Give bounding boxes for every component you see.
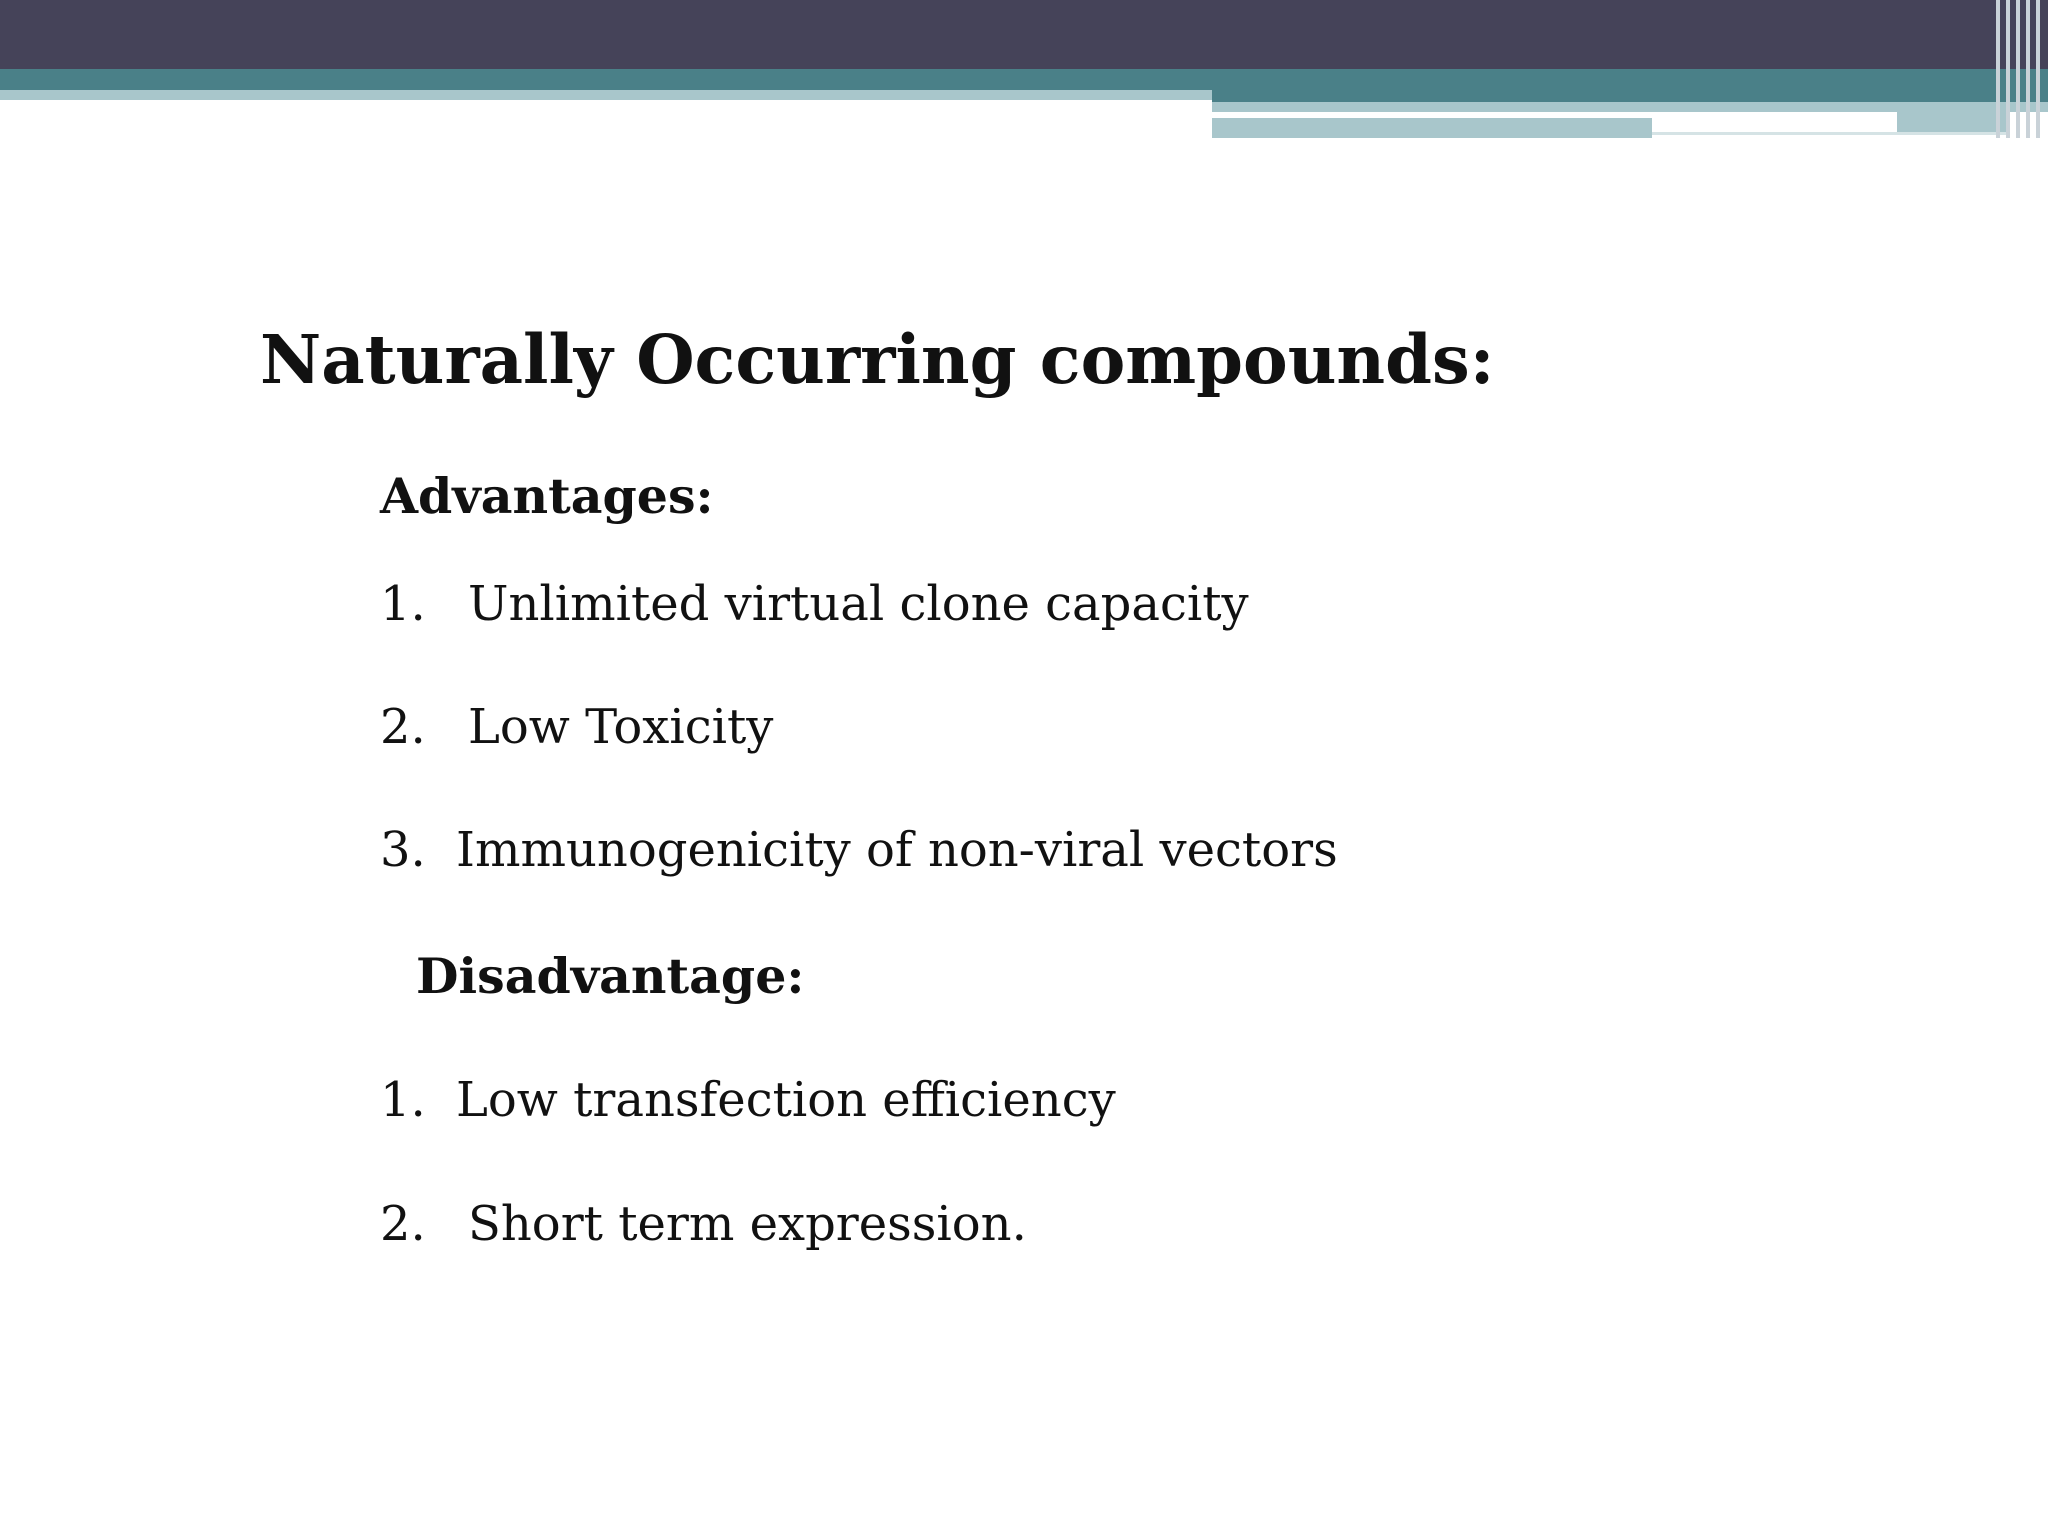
list-text: Unlimited virtual clone capacity <box>468 576 1249 632</box>
list-number: 3. <box>380 822 426 878</box>
header-band-light-right <box>1652 132 2007 135</box>
list-text: Immunogenicity of non-viral vectors <box>456 822 1338 878</box>
list-text: Low transfection efficiency <box>456 1072 1116 1128</box>
disadvantage-heading: Disadvantage: <box>416 947 805 1005</box>
header-band-teal <box>0 69 2048 90</box>
header-band-light-left <box>0 90 1212 100</box>
list-text: Low Toxicity <box>468 699 774 755</box>
list-number: 2. <box>380 1196 426 1252</box>
header-band-teal-right <box>1212 90 2048 102</box>
list-number: 1. <box>380 576 426 632</box>
list-text: Short term expression. <box>468 1196 1027 1252</box>
slide-title: Naturally Occurring compounds: <box>260 320 1495 399</box>
advantages-heading: Advantages: <box>380 467 714 525</box>
header-band-light-right <box>1212 102 2048 112</box>
header-stripes <box>1990 0 2048 138</box>
list-number: 1. <box>380 1072 426 1128</box>
list-number: 2. <box>380 699 426 755</box>
header-band-dark <box>0 0 2048 69</box>
header-band-light-right <box>1212 118 1652 138</box>
